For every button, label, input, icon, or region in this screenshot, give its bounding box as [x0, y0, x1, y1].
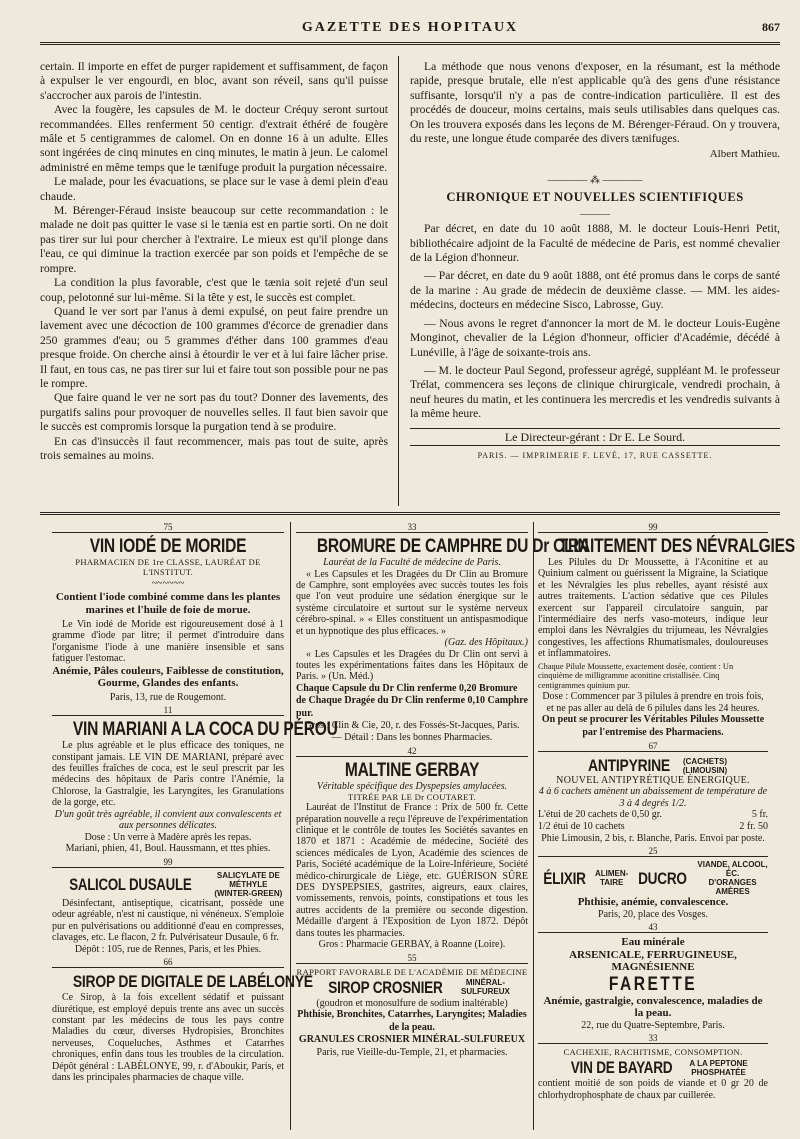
ornament-divider: ———— ⁂ ————: [547, 174, 643, 186]
ad-address: Phie Limousin, 2 bis, r. Blanche, Paris. Envoi par poste.: [541, 832, 765, 844]
ad-number: 11: [52, 705, 284, 716]
ad-body: [538, 1078, 768, 1101]
ad-number: 66: [52, 957, 284, 968]
ad-title-sirop-digitale: SIROP DE DIGITALE DE LABÉLONYE: [72, 972, 313, 992]
ad-body-text: Le Vin iodé de Moride est rigoureusement dosé à 1 gramme d'iode par litre; il permet d'introduire dans l'organisme l'iode à une manière insensible et sans fatiguer l'estomac.: [52, 619, 284, 665]
ad-body: [296, 649, 528, 683]
printer-line: PARIS. — IMPRIMERIE F. LEVÉ, 17, RUE CASSETTE.: [477, 450, 713, 460]
ad-side-text: SALICYLATE DE MÉTHYLE: [216, 871, 280, 890]
ad-body-text: contient moitié de son poids de viande et 0 gr 20 de chlorhydrophosphate de chaux par cuillerée.: [538, 1078, 768, 1101]
ad-title-salicol: SALICOL DUSAULE: [69, 875, 192, 895]
ad-highlight: Phthisie, anémie, convalescence.: [577, 896, 729, 909]
ad-highlight: Eau minérale: [621, 936, 685, 949]
ad-subtitle: PHARMACIEN DE 1re CLASSE, LAURÉAT DE L'INSTITUT.: [75, 557, 261, 577]
ad-address: Dépôt : 105, rue de Rennes, Paris, et les Phies.: [74, 943, 262, 955]
managing-director: Le Directeur-gérant : Dr E. Le Sourd.: [410, 428, 780, 446]
ad-address: Gros : Clin & Cie, 20, r. des Fossés-St-Jacques, Paris.: [304, 720, 520, 732]
ad-slogan: D'un goût très agréable, il convient aux convalescents et aux personnes délicates.: [54, 808, 282, 832]
price-value: 5 fr.: [751, 809, 768, 821]
ad-side-text: MINÉRAL-: [465, 978, 505, 988]
page-header: [40, 18, 780, 40]
ad-side-text: VIANDE, ALCOOL, ÉC.: [697, 860, 768, 879]
ad-title-side: [595, 869, 628, 887]
ad-title-row: [538, 755, 768, 776]
ad-body: [52, 992, 284, 1083]
ad-title-vin-mariani: VIN MARIANI A LA COCA DU PÉROU: [72, 719, 338, 741]
ad-title-side: [689, 1059, 747, 1077]
article-paragraph: Avec la fougère, les capsules de M. le docteur Créquy seront surtout recommandées. Elles renferment 50 centigr. d'extrait éthéré de fougère mâle et 5 centigrammes de calomel. On en donne 16 à un adulte. Elles sont ingérées de cinq minutes en cinq minutes, le matin à jeun. Le calomel administré en même temps que le tænifuge produit la purgation nécessaire.: [40, 103, 388, 174]
ad-subtitle: TITRÉE PAR LE Dr COUTARET.: [347, 792, 477, 803]
ad-side-text: (WINTER-GREEN): [214, 889, 283, 899]
ad-title-sirop-crosnier: SIROP CROSNIER: [328, 977, 443, 997]
ad-body: [296, 802, 528, 939]
ad-side-text: SULFUREUX: [460, 987, 510, 997]
ad-address: Paris, 20, place des Vosges.: [598, 908, 708, 920]
ad-body: [52, 898, 284, 944]
ad-number: 67: [538, 741, 768, 752]
ad-body: [538, 557, 768, 660]
ad-address: Paris, 13, rue de Rougemont.: [109, 691, 227, 703]
article-paragraph: Quand le ver sort par l'anus à demi expulsé, on peut faire prendre un lavement avec une décoction de 100 grammes d'écorce de grenadier dans 250 grammes d'eau; ou 5 grammes d'éther dans 100 grammes d'eau presque froide. On cherche ainsi à étourdir le ver et à lui faire lâcher prise. Il faut, en tous cas, ne pas tirer sur lui et faire tout son possible pour ne pas le rompre.: [40, 304, 388, 390]
ad-body-text: Les Pilules du Dr Moussette, à l'Aconitine et au Quinium calment ou guérissent la Migraine, la Sciatique et les Névralgies les plus rebelles, ayant résisté aux autres traitements. L'action sédative que ces Pilules exercent sur l'appareil circulatoire sanguin, par l'intermédiaire des nerfs vaso-moteurs, indique leur emploi dans les Névralgies du trijumeau, les Névralgies congestives, les affections Rhumatismales, douloureuses et inflammatoires.: [538, 557, 768, 660]
ad-title-elixir: ÉLIXIR: [543, 868, 586, 888]
ad-highlight: Chaque Capsule du Dr Clin renferme 0,20 Bromure de Chaque Dragée du Dr Clin renferme 0,10 Camphre pur.: [296, 682, 528, 719]
ad-title-vin-bayard: VIN DE BAYARD: [570, 1058, 673, 1078]
ad-retail: — Détail : Dans les bonnes Pharmacies.: [331, 731, 493, 743]
ad-number: 25: [538, 846, 768, 857]
price-label: L'étui de 20 cachets de 0,50 gr.: [538, 809, 662, 821]
ad-title-nevralgies: TRAITEMENT DES NÉVRALGIES: [558, 536, 795, 557]
ad-subtitle: Lauréat de la Faculté de médecine de Paris.: [323, 557, 501, 568]
ad-title-row: [538, 860, 768, 896]
ad-note: Chaque Pilule Moussette, exactement dosée, contient : Un cinquième de milligramme aconitine cristallisée. Cinq centigrammes quinium pur.: [538, 661, 734, 691]
ad-highlight: On peut se procurer les Véritables Pilules Moussette par l'entremise des Pharmaciens.: [541, 714, 765, 738]
ad-body-text: « Les Capsules et les Dragées du Dr Clin ont servi à toutes les expérimentations faites dans les Hôpitaux de Paris. » (Un. Méd.): [296, 648, 528, 683]
article-left-column: [40, 60, 388, 463]
article-paragraph: certain. Il importe en effet de purger rapidement et suffisamment, de façon à expulser le ver engourdi, en bloc, avant son réveil, sans qu'il puisse s'accrocher aux parois de l'intestin.: [40, 60, 388, 102]
ad-side-text: D'ORANGES AMÈRES: [708, 878, 757, 897]
article-paragraph: M. Bérenger-Féraud insiste beaucoup sur cette recommandation : le malade ne doit pas quitter le vase si le tænia est en partie sorti. On ne doit pas tirer sur lui pour chercher à l'extraire. Le mieux est qu'il plonge dans l'eau, ce qui diminue la traction exercée par son poids et l'empêche de se rompre.: [40, 204, 388, 275]
ad-side-text: A LA PEPTONE: [689, 1058, 748, 1068]
header-rule: [40, 42, 780, 45]
news-item: — M. le docteur Paul Segond, professeur agrégé, suppléant M. le professeur Trélat, commencera ses leçons de clinique chirurgicale, vendredi prochain, à neuf heures du matin, et les continuera les mercredis et les vendredis suivants à la même heure.: [410, 363, 780, 421]
ad-body: [52, 740, 284, 808]
article-paragraph: En cas d'insuccès il faut recommencer, mais pas tout de suite, après trois semaines au moins.: [40, 434, 388, 462]
ad-title-ducro: DUCRO: [638, 868, 688, 888]
ad-subtitle: RAPPORT FAVORABLE DE L'ACADÉMIE DE MÉDECINE: [296, 966, 528, 977]
article-paragraph: Que faire quand le ver ne sort pas du tout? Donner des lavements, des purgatifs salins pour provoquer de nouvelles selles. Il faut bien savoir que le succès est compromis lorsque la purgation tend à se produire.: [40, 391, 388, 434]
author-signature: Albert Mathieu.: [709, 148, 780, 161]
ad-subtitle: Véritable spécifique des Dyspepsies amylacées.: [316, 780, 508, 792]
ad-dose: Dose : Commencer par 3 pilules à prendre en trois fois, et ne pas aller au delà de 6 pilules dans les 24 heures.: [542, 691, 764, 714]
ornament-divider: ~~~~~~: [151, 578, 185, 589]
section-heading: CHRONIQUE ET NOUVELLES SCIENTIFIQUES: [446, 189, 744, 204]
ad-title-side: [213, 871, 284, 898]
ad-body-text: Lauréat de l'Institut de France : Prix de 500 fr. Cette préparation nouvelle a reçu l'épreuve de l'expérimentation clinique et le contrôle de toutes les Sociétés savantes en 1870 et 1871 : Académie de médecine, Société des sciences médicales de Lyon, Académie des sciences de Paris, Société académique de la Loire-Inférieure, Société médico-chirurgicale de Liège, etc. GUÉRISON SÛRE DES DYSPEPSIES, gastrites, aigreurs, eaux claires, vomissements, renvois, points, constipations et tous les autres accidents de la première ou seconde digestion. Médaille d'argent à l'Exposition de Lyon 1872. Dépôt dans toutes les pharmacies.: [296, 802, 528, 939]
ad-number: 99: [52, 857, 284, 868]
ad-subtitle: NOUVEL ANTIPYRÉTIQUE ÉNERGIQUE.: [556, 775, 750, 787]
ad-number: 55: [296, 953, 528, 964]
ad-side-text: PHOSPHATÉE: [691, 1067, 746, 1077]
ad-body-text: Le plus agréable et le plus efficace des toniques, ne constipant jamais. LE VIN DE MARIANI, préparé avec des feuilles fraîches de coca, est le seul prescrit par les médecins des hôpitaux de Paris contre l'Anémie, la Chlorose, la Gastralgie, les Laryngites, les Granulations de la gorge, etc.: [52, 740, 284, 809]
ad-highlight: Anémie, Pâles couleurs, Faiblesse de constitution, Gourme, Glandes des enfants.: [52, 664, 284, 690]
ad-highlight: ARSENICALE, FERRUGINEUSE, MAGNÉSIENNE: [569, 948, 737, 974]
ad-title-row: [296, 977, 528, 998]
ad-title-bromure: BROMURE DE CAMPHRE DU Dr CLIN: [316, 536, 589, 557]
ad-body-text: Ce Sirop, à la fois excellent sédatif et puissant diurétique, est employé depuis trente ans avec un succès constant par les médecins de tous les pays contre Maladies du cœur, diverses Hydropisies, Bronchites nerveuses, Coqueluches, Asthmes et Catarrhes chroniques, enfin dans tous les troubles de la circulation. Dépôt général : LABÉLONYE, 99, r. d'Aboukir, Paris, et dans les principales pharmacies de chaque ville.: [52, 992, 284, 1084]
ad-title-antipyrine: ANTIPYRINE: [587, 756, 670, 776]
article-paragraph: La condition la plus favorable, c'est que le tænia soit rejeté d'un seul coup, pelotonné sur lui-même. Si la tête y est, le succès est complet.: [40, 276, 388, 304]
ad-side-text: ALIMEN-: [595, 869, 629, 879]
ad-title-row: [52, 871, 284, 898]
ad-divider: [290, 522, 291, 1130]
ad-side-text: (LIMOUSIN): [682, 765, 728, 775]
price-label: 1/2 étui de 10 cachets: [538, 821, 625, 833]
ad-body: [296, 569, 528, 637]
ad-highlight: Anémie, gastralgie, convalescence, maladies de la peau.: [543, 994, 763, 1020]
ad-divider: [533, 522, 534, 1130]
ad-detail: (goudron et monosulfure de sodium inaltérable): [316, 997, 508, 1009]
ad-number: 33: [538, 1033, 768, 1044]
ad-highlight: GRANULES CROSNIER MINÉRAL-SULFUREUX: [298, 1034, 526, 1046]
ad-citation: (Gaz. des Hôpitaux.): [444, 637, 528, 649]
ad-column-1: [52, 520, 338, 1130]
ad-column-3: [538, 520, 795, 1130]
ad-address: Paris, rue Vieille-du-Temple, 21, et pharmacies.: [316, 1046, 508, 1058]
ad-subtitle: 4 à 6 cachets amènent un abaissement de température de 3 à 4 degrés 1/2.: [538, 786, 768, 809]
price-value: 2 fr. 50: [739, 821, 768, 833]
news-item: Par décret, en date du 10 août 1888, M. le docteur Louis-Henri Petit, bibliothécaire adjoint de la Faculté de médecine de Paris, est nommé chevalier de la Légion d'honneur.: [410, 222, 780, 265]
price-row: [538, 821, 768, 833]
ad-body-text: Désinfectant, antiseptique, cicatrisant, possède une odeur agréable, n'est ni caustique, ni vénéneux. S'emploie pur en pulvérisations ou additionné d'eau en compresses, clavages, etc. Le flacon, 2 fr. Pulvérisateur Dusaule, 6 fr.: [52, 898, 284, 944]
ad-address: Mariani, phien, 41, Boul. Haussmann, et ttes phies.: [65, 843, 271, 855]
ad-title-vin-iode: VIN IODÉ DE MORIDE: [89, 536, 247, 557]
ad-side-text: TAIRE: [599, 878, 624, 888]
ad-title-side: [683, 757, 727, 775]
ad-title-row: [538, 1057, 768, 1078]
ads-top-rule: [40, 512, 780, 515]
ad-number: 33: [296, 522, 528, 533]
ad-title-maltine: MALTINE GERBAY: [344, 759, 480, 781]
ad-title-farette: FARETTE: [608, 973, 698, 995]
ad-title-side: [697, 860, 768, 896]
ad-number: 43: [538, 922, 768, 933]
article-paragraph: La méthode que nous venons d'exposer, en la résumant, est la méthode rapide, presque brutale, elle n'est applicable qu'à des gens d'une résistance suffisante, lorsqu'il n'y a pas de contre-indication particulière. Il est des procédés de douceur, moins certains, mais seuls utilisables dans quelques cas. On les trouvera exposés dans les leçons de M. Bérenger-Féraud. On y trouvera, du reste, une longue étude comparée des divers tænifuges.: [410, 60, 780, 146]
news-item: — Nous avons le regret d'annoncer la mort de M. le docteur Louis-Eugène Monginot, chevalier de la Légion d'honneur, officier d'Académie, décédé à Lunéville, à l'âge de soixante-trois ans.: [410, 316, 780, 359]
newspaper-title: GAZETTE DES HOPITAUX: [301, 20, 519, 35]
ad-body-text: « Les Capsules et les Dragées du Dr Clin au Bromure de Camphre, sont employées avec succès toutes les fois que l'on veut produire une sédation énergique sur le système circulatoire et surtout sur le système nerveux cérébro-spinal. » « Elles constituent un antispasmodique et un hypnotique des plus efficaces. »: [296, 568, 528, 637]
ad-subtitle: CACHEXIE, RACHITISME, CONSOMPTION.: [563, 1047, 743, 1058]
ad-highlight: Contient l'iode combiné comme dans les plantes marines et l'huile de foie de morue.: [55, 591, 281, 616]
ad-number: 99: [538, 522, 768, 533]
article-right-column: [410, 60, 780, 463]
ad-body: [52, 619, 284, 665]
ad-number: 42: [296, 746, 528, 757]
ad-side-text: (CACHETS): [682, 756, 727, 766]
ad-number: 75: [52, 522, 284, 533]
ad-address: 22, rue du Quatre-Septembre, Paris.: [581, 1019, 725, 1031]
column-divider: [398, 56, 399, 506]
ad-address: Gros : Pharmacie GERBAY, à Roanne (Loire).: [318, 939, 506, 950]
price-row: [538, 809, 768, 821]
news-item: — Par décret, en date du 9 août 1888, ont été promus dans le corps de santé de la marine : Au grade de médecin de deuxième classe. — MM. les aides-médecins, docteurs en médecine Sisco, Labrosse, Guy.: [410, 269, 780, 312]
page-number: 867: [762, 20, 780, 34]
article-paragraph: Le malade, pour les évacuations, se place sur le vase à demi plein d'eau chaude.: [40, 175, 388, 203]
ad-highlight: Phthisie, Bronchites, Catarrhes, Laryngites; Maladies de la peau.: [297, 1009, 527, 1033]
ad-title-side: [461, 978, 510, 996]
ad-dose: Dose : Un verre à Madère après les repas.: [84, 831, 252, 843]
heading-rule: ———: [580, 209, 610, 221]
